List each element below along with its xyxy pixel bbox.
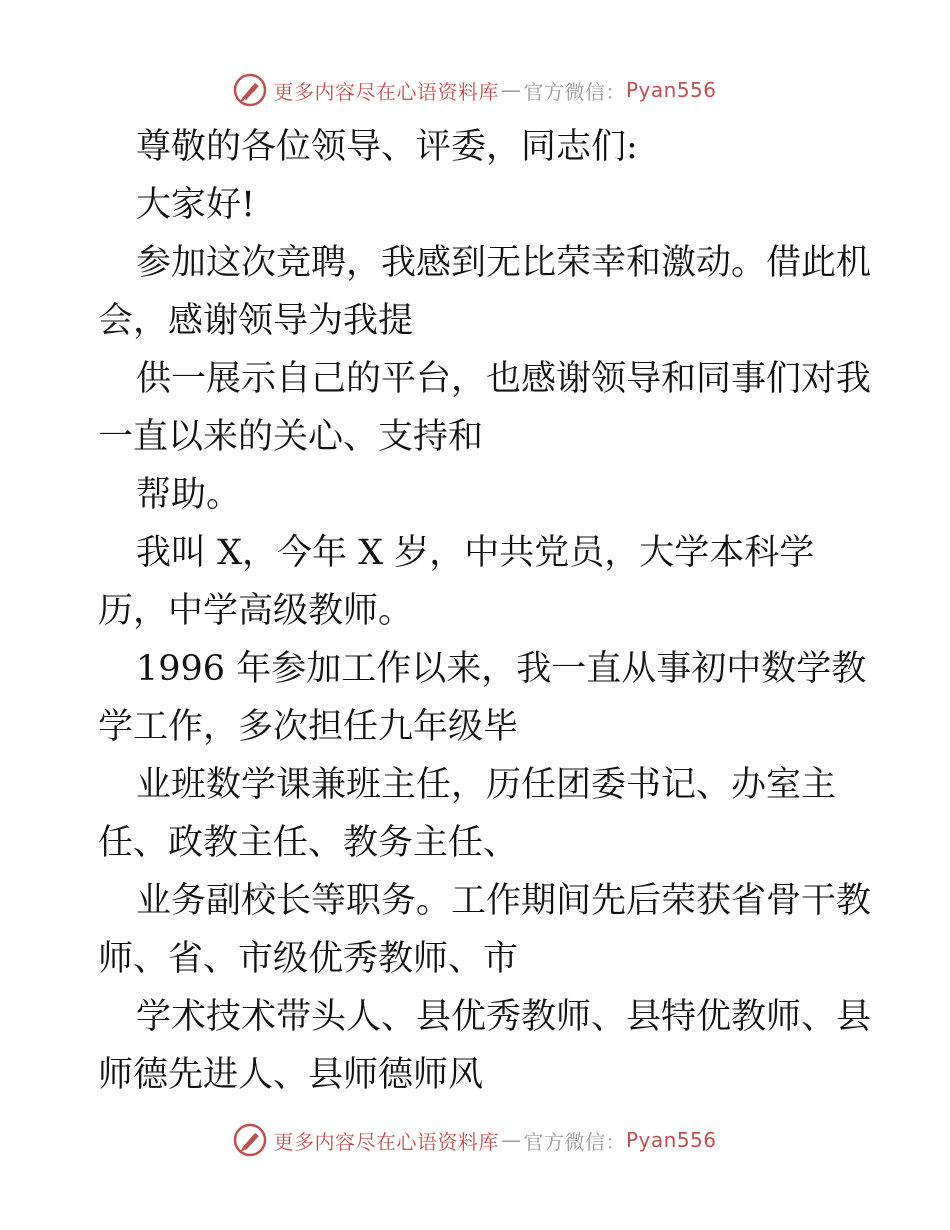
body-line: 师德先进人、县师德师风 bbox=[98, 1055, 484, 1095]
body-line: 大家好! bbox=[136, 185, 256, 225]
pen-logo-icon bbox=[233, 73, 267, 107]
body-line: 师、省、市级优秀教师、市 bbox=[98, 939, 519, 979]
body-line: 我叫 X，今年 X 岁，中共党员，大学本科学 bbox=[136, 533, 815, 573]
banner-wechat-label: 官方微信： bbox=[523, 79, 626, 104]
header-banner bbox=[0, 70, 950, 110]
body-line: 任、政教主任、教务主任、 bbox=[98, 823, 519, 863]
body-line: 学术技术带头人、县优秀教师、县特优教师、县 bbox=[136, 997, 872, 1037]
banner-dash: — bbox=[500, 78, 522, 102]
body-line: 1996 年参加工作以来，我一直从事初中数学教 bbox=[136, 649, 867, 689]
document-body bbox=[98, 118, 888, 1104]
body-line: 供一展示自己的平台，也感谢领导和同事们对我 bbox=[136, 359, 872, 399]
banner-wechat-id: Pyan556 bbox=[625, 78, 717, 102]
body-line: 业务副校长等职务。工作期间先后荣获省骨干教 bbox=[136, 881, 872, 921]
body-line: 历，中学高级教师。 bbox=[98, 591, 414, 631]
body-line: 尊敬的各位领导、评委，同志们: bbox=[136, 127, 638, 167]
banner-wechat-label: 官方微信： bbox=[523, 1129, 626, 1154]
body-line: 会，感谢领导为我提 bbox=[98, 301, 414, 341]
banner-wechat-id: Pyan556 bbox=[625, 1128, 717, 1152]
body-line: 一直以来的关心、支持和 bbox=[98, 417, 484, 457]
body-line: 业班数学课兼班主任，历任团委书记、办室主 bbox=[136, 765, 837, 805]
pen-logo-icon bbox=[233, 1123, 267, 1157]
footer-banner bbox=[0, 1120, 950, 1160]
body-line: 参加这次竞聘，我感到无比荣幸和激动。借此机 bbox=[136, 243, 872, 283]
banner-text: 更多内容尽在心语资料库 bbox=[273, 79, 499, 104]
banner-text: 更多内容尽在心语资料库 bbox=[273, 1129, 499, 1154]
banner-dash: — bbox=[500, 1128, 522, 1152]
body-line: 帮助。 bbox=[136, 475, 242, 515]
body-line: 学工作，多次担任九年级毕 bbox=[98, 707, 519, 747]
